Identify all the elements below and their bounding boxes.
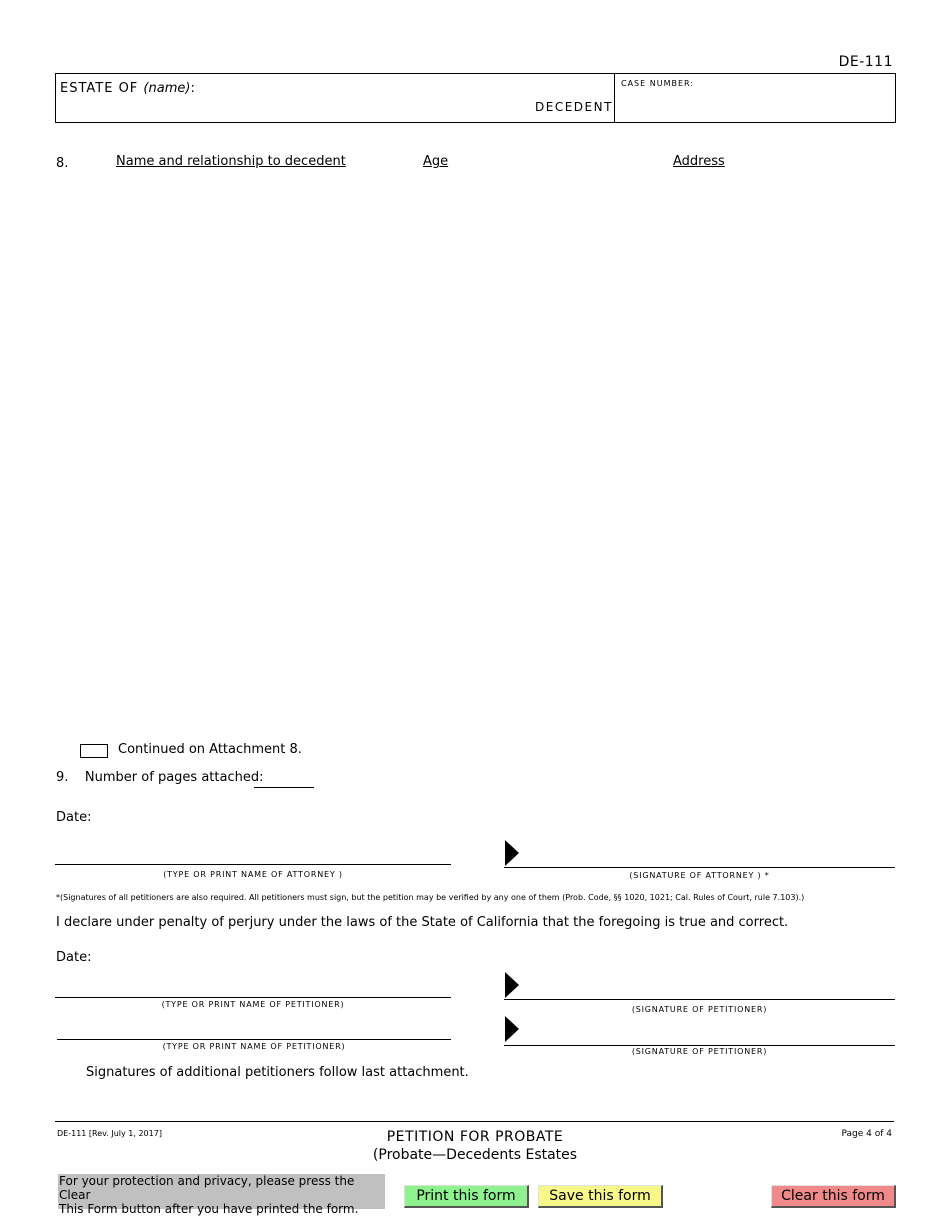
page-number: Page 4 of 4	[841, 1129, 892, 1139]
form-revision: DE-111 [Rev. July 1, 2017]	[57, 1129, 162, 1138]
item-8-number: 8.	[56, 156, 69, 171]
attorney-date-label: Date:	[56, 810, 92, 825]
attorney-name-caption: (TYPE OR PRINT NAME OF ATTORNEY )	[163, 870, 343, 879]
save-form-button[interactable]: Save this form	[538, 1185, 663, 1208]
clear-form-button[interactable]: Clear this form	[771, 1185, 896, 1208]
perjury-declaration: I declare under penalty of perjury under the laws of the State of California that the foregoing is true and correct.	[56, 915, 789, 930]
petitioner-1-name-caption: (TYPE OR PRINT NAME OF PETITIONER)	[161, 1000, 345, 1009]
attorney-signature-caption: (SIGNATURE OF ATTORNEY ) *	[629, 871, 770, 880]
continued-attachment-checkbox[interactable]	[80, 744, 108, 758]
continued-attachment-label: Continued on Attachment 8.	[118, 742, 302, 757]
petitioner-signature-note: *(Signatures of all petitioners are also required. All petitioners must sign, but the petition may be verified by any one of them (Prob. Code, §§ 1020, 1021; Cal. Rules of Court, rule 7.103).)	[56, 893, 805, 902]
petitioner-2-name-caption: (TYPE OR PRINT NAME OF PETITIONER)	[162, 1042, 346, 1051]
column-name-relationship: Name and relationship to decedent	[116, 154, 346, 169]
item-9-label: 9. Number of pages attached:	[56, 770, 264, 785]
estate-colon: :	[190, 81, 196, 96]
petitioner-1-name-field[interactable]	[55, 997, 451, 998]
form-title: PETITION FOR PROBATE	[386, 1129, 564, 1145]
petitioner-1-signature-caption: (SIGNATURE OF PETITIONER)	[631, 1005, 768, 1014]
form-subtitle: (Probate—Decedents Estates	[372, 1147, 578, 1163]
column-age: Age	[423, 154, 449, 169]
estate-of-label	[60, 81, 196, 96]
sign-here-arrow-icon	[505, 1016, 519, 1042]
footer-divider	[55, 1121, 894, 1122]
form-number: DE-111	[838, 54, 893, 70]
caption-box	[55, 73, 896, 123]
estate-name-label: (name)	[143, 81, 191, 96]
column-address: Address	[673, 154, 725, 169]
petitioner-1-signature-field[interactable]	[504, 999, 895, 1000]
sign-here-arrow-icon	[505, 972, 519, 998]
privacy-notice-line-2: This Form button after you have printed the form.	[59, 1202, 359, 1216]
petitioner-2-name-field[interactable]	[57, 1039, 451, 1040]
privacy-notice	[58, 1174, 385, 1216]
print-form-button[interactable]: Print this form	[404, 1185, 529, 1208]
estate-label-text: ESTATE OF	[60, 81, 144, 96]
decedent-label: DECEDENT	[535, 100, 613, 114]
pages-attached-field[interactable]	[254, 787, 314, 788]
attorney-signature-field[interactable]	[504, 867, 895, 868]
privacy-notice-line-1: For your protection and privacy, please press the Clear	[59, 1174, 355, 1202]
petitioner-date-label: Date:	[56, 950, 92, 965]
attorney-name-field[interactable]	[55, 864, 451, 865]
petitioner-2-signature-field[interactable]	[504, 1045, 895, 1046]
sign-here-arrow-icon	[505, 840, 519, 866]
petitioner-2-signature-caption: (SIGNATURE OF PETITIONER)	[631, 1047, 768, 1056]
caption-divider	[614, 74, 615, 122]
case-number-label: CASE NUMBER:	[621, 79, 695, 88]
additional-petitioners-note: Signatures of additional petitioners follow last attachment.	[86, 1065, 469, 1080]
